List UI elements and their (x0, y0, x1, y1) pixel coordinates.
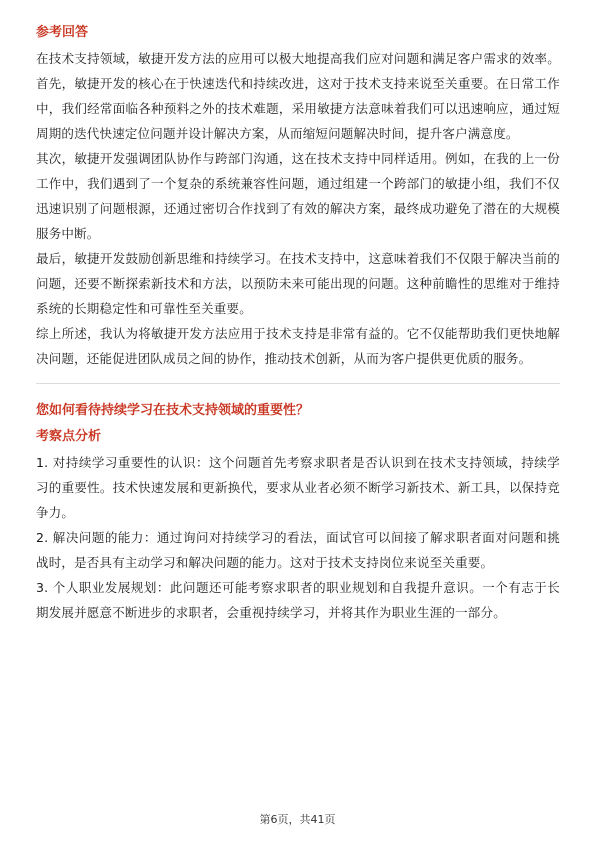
answer-paragraph: 在技术支持领域，敏捷开发方法的应用可以极大地提高我们应对问题和满足客户需求的效率。首先，敏捷开发的核心在于快速迭代和持续改进，这对于技术支持来说至关重要。在日常工作中，我们经常面临各种预料之外的技术难题，采用敏捷方法意味着我们可以迅速响应，通过短周期的迭代快速定位问题并设计解决方案，从而缩短问题解决时间，提升客户满意度。 (36, 51, 560, 141)
page-number: 第6页，共41页 (259, 813, 336, 826)
analysis-heading: 考察点分析 (36, 429, 102, 444)
analysis-point: 3. 个人职业发展规划：此问题还可能考察求职者的职业规划和自我提升意识。一个有志于长期发展并愿意不断进步的求职者，会重视持续学习，并将其作为职业生涯的一部分。 (36, 580, 560, 620)
answer-paragraph: 其次，敏捷开发强调团队协作与跨部门沟通，这在技术支持中同样适用。例如，在我的上一份工作中，我们遇到了一个复杂的系统兼容性问题，通过组建一个跨部门的敏捷小组，我们不仅迅速识别了问题根源，还通过密切合作找到了有效的解决方案，最终成功避免了潜在的大规模服务中断。 (36, 151, 560, 241)
analysis-point: 2. 解决问题的能力：通过询问对持续学习的看法，面试官可以间接了解求职者面对问题和挑战时，是否具有主动学习和解决问题的能力。这对于技术支持岗位来说至关重要。 (36, 530, 560, 570)
page-content (36, 18, 560, 625)
section-divider (36, 383, 560, 384)
answer-paragraph: 综上所述，我认为将敏捷开发方法应用于技术支持是非常有益的。它不仅能帮助我们更快地解决问题，还能促进团队成员之间的协作，推动技术创新，从而为客户提供更优质的服务。 (36, 326, 560, 366)
analysis-point: 1. 对持续学习重要性的认识：这个问题首先考察求职者是否认识到在技术支持领域，持续学习的重要性。技术快速发展和更新换代，要求从业者必须不断学习新技术、新工具，以保持竞争力。 (36, 455, 560, 520)
question-title: 您如何看待持续学习在技术支持领域的重要性？ (36, 403, 310, 418)
answer-paragraph: 最后，敏捷开发鼓励创新思维和持续学习。在技术支持中，这意味着我们不仅限于解决当前的问题，还要不断探索新技术和方法，以预防未来可能出现的问题。这种前瞻性的思维对于维持系统的长期稳定性和可靠性至关重要。 (36, 251, 560, 316)
reference-answer-heading: 参考回答 (36, 25, 89, 40)
